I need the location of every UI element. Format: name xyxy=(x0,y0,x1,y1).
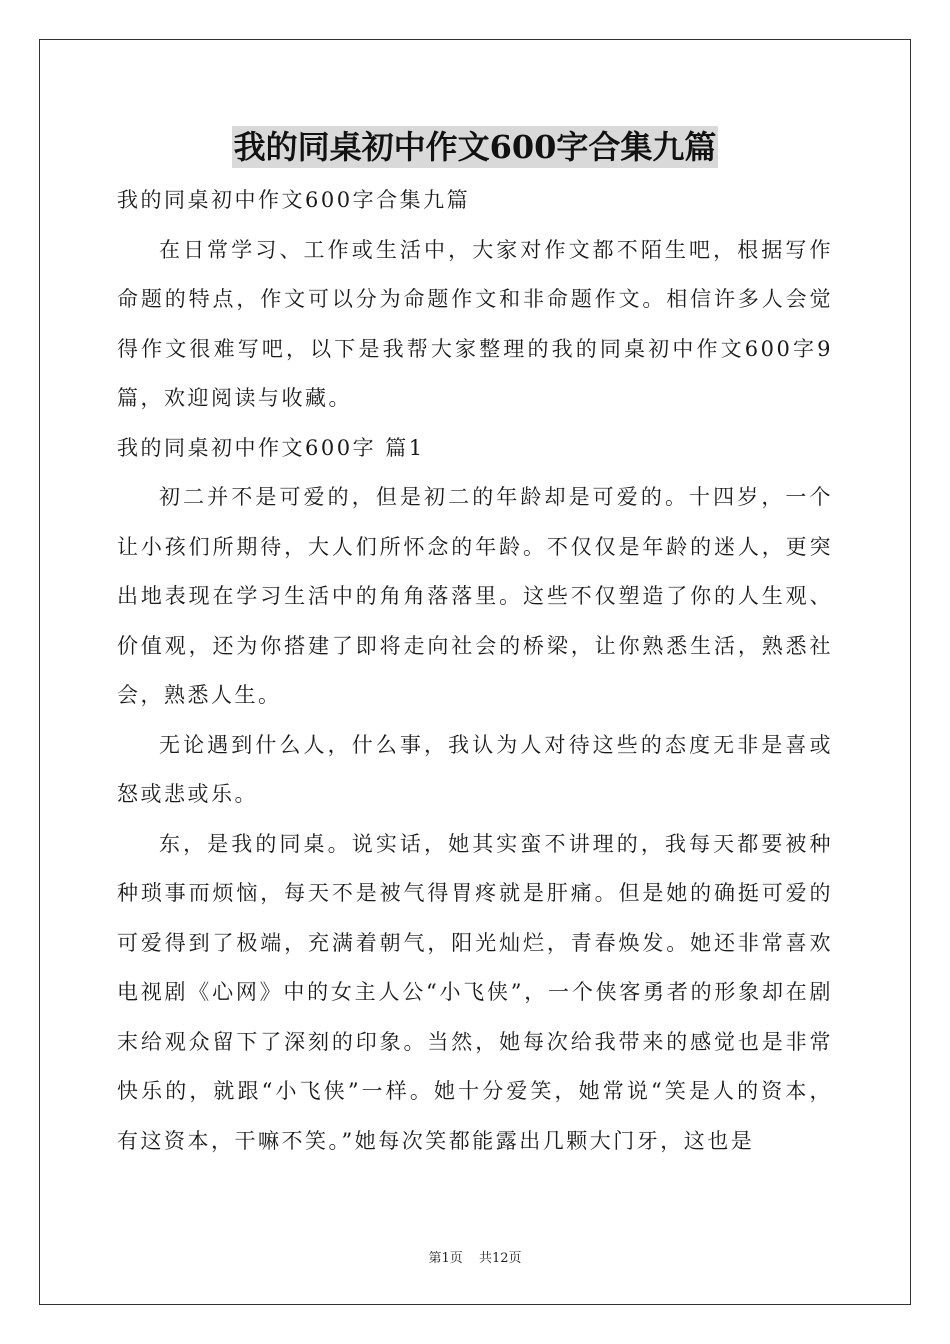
body-paragraph: 初二并不是可爱的，但是初二的年龄却是可爱的。十四岁，一个让小孩们所期待，大人们所怀念的年龄。不仅仅是年龄的迷人，更突出地表现在学习生活中的角角落落里。这些不仅塑造了你的人生观、价值观，还为你搭建了即将走向社会的桥梁，让你熟悉生活，熟悉社会，熟悉人生。 xyxy=(117,485,833,707)
body-paragraph: 东，是我的同桌。说实话，她其实蛮不讲理的，我每天都要被种种琐事而烦恼，每天不是被气得胃疼就是肝痛。但是她的确挺可爱的可爱得到了极端，充满着朝气，阳光灿烂，青春焕发。她还非常喜欢电视剧《心网》中的女主人公“小飞侠”，一个侠客勇者的形象却在剧末给观众留下了深刻的印象。当然，她每次给我带来的感觉也是非常快乐的，就跟“小飞侠”一样。她十分爱笑，她常说“笑是人的资本，有这资本，干嘛不笑。”她每次笑都能露出几颗大门牙，这也是 xyxy=(117,831,833,1153)
page-number: 第1页 xyxy=(428,1251,463,1266)
page-total: 共12页 xyxy=(478,1251,522,1266)
title-container xyxy=(0,126,950,168)
body-paragraph: 无论遇到什么人，什么事，我认为人对待这些的态度无非是喜或怒或悲或乐。 xyxy=(117,732,833,806)
section-heading: 我的同桌初中作文600字 篇1 xyxy=(117,435,425,460)
document-title: 我的同桌初中作文600字合集九篇 xyxy=(233,128,717,166)
page-footer xyxy=(0,1247,950,1266)
subtitle-paragraph: 我的同桌初中作文600字合集九篇 xyxy=(117,188,471,212)
intro-paragraph: 在日常学习、工作或生活中，大家对作文都不陌生吧，根据写作命题的特点，作文可以分为命题作文和非命题作文。相信许多人会觉得作文很难写吧，以下是我帮大家整理的我的同桌初中作文600字9篇，欢迎阅读与收藏。 xyxy=(117,237,833,410)
document-body xyxy=(117,176,833,1166)
